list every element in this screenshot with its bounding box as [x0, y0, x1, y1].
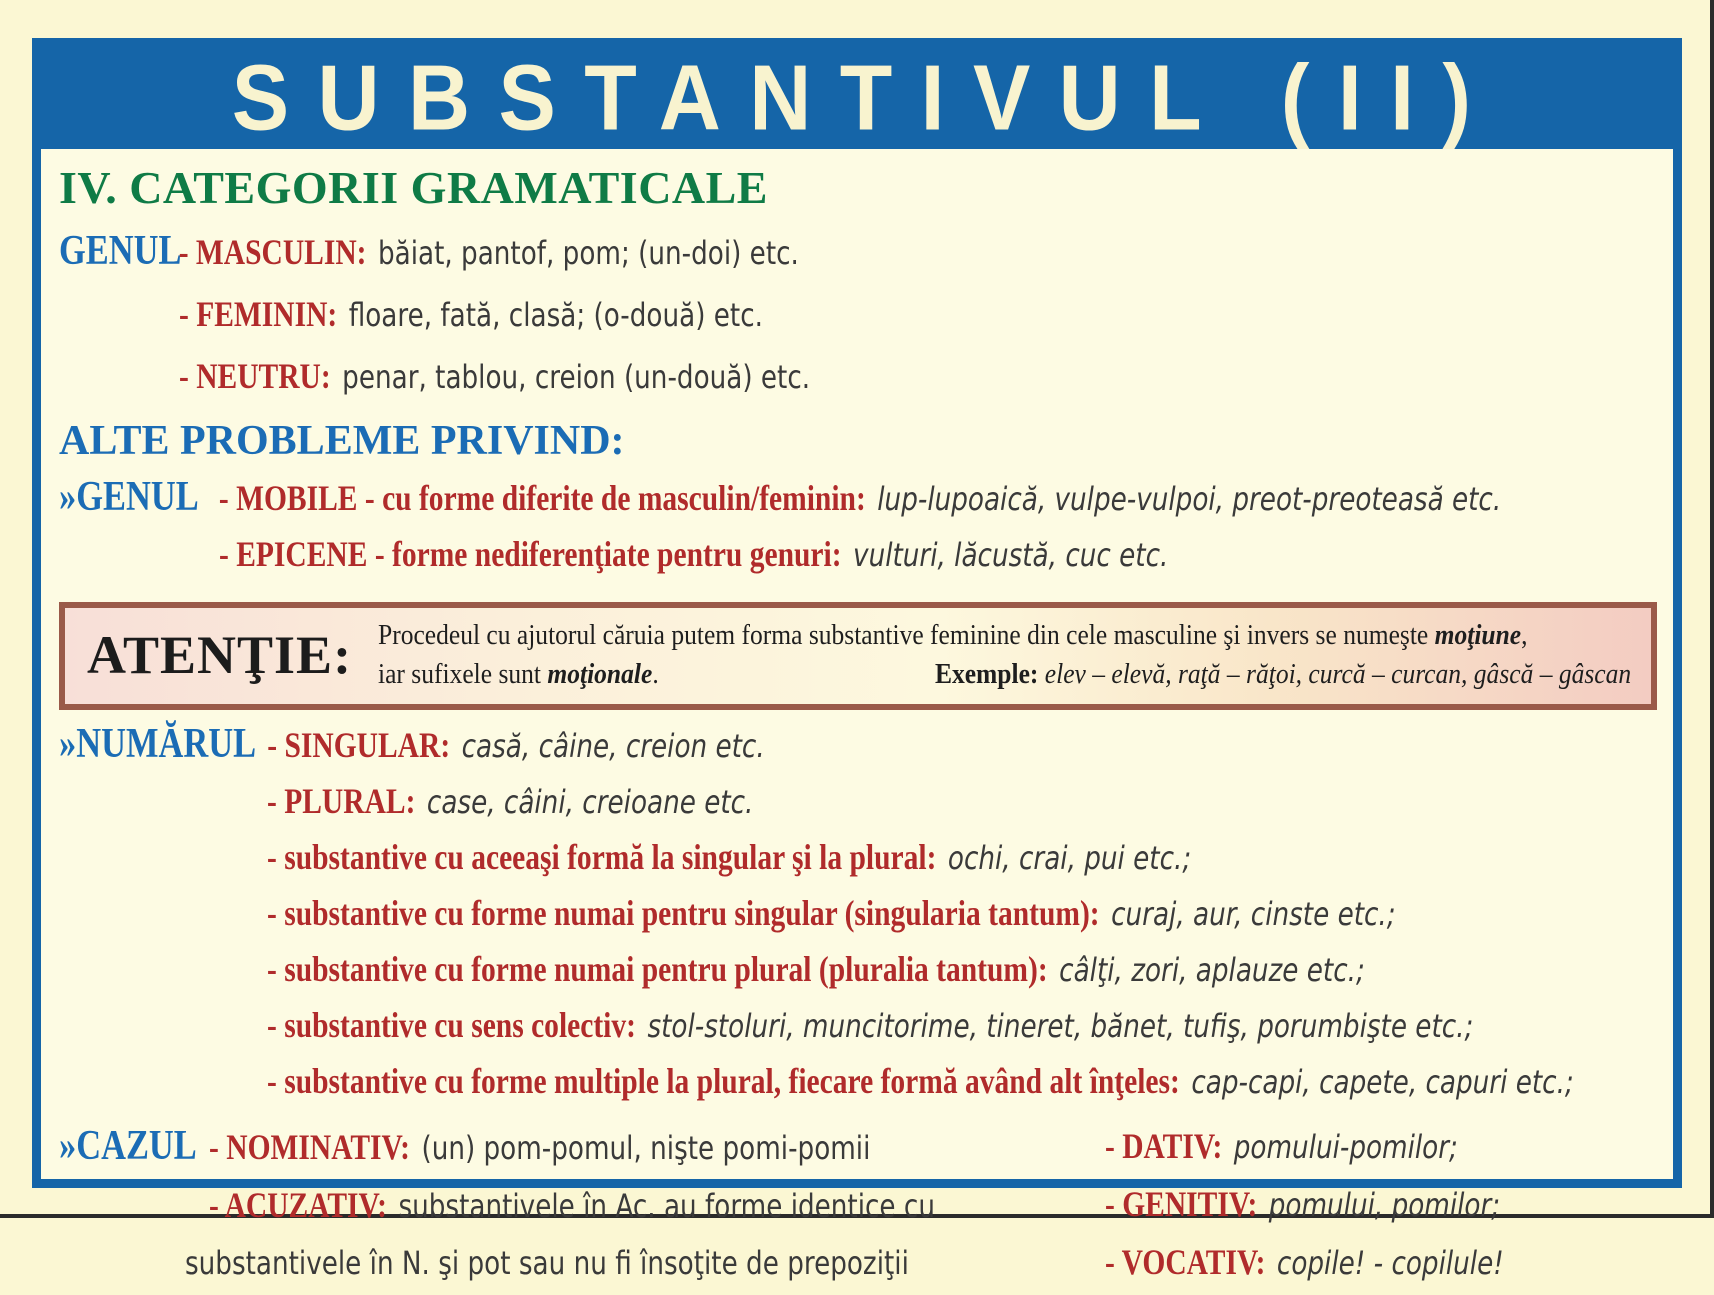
term-epicene: - EPICENE - forme nediferenţiate pentru genuri:: [219, 533, 842, 574]
poster-frame: [32, 38, 1682, 1282]
examples-vocativ: copile! - copilule!: [1276, 1243, 1504, 1282]
genul2-row-mobile: [59, 473, 1659, 530]
section-numarul: [59, 720, 1659, 1113]
term-aceeasi-forma: - substantive cu aceeaşi formă la singular şi la plural:: [267, 836, 937, 877]
attention-label: ATENŢIE:: [87, 624, 353, 685]
heading-alte-probleme: ALTE PROBLEME PRIVIND:: [59, 417, 625, 464]
examples-acuzativ: substantivele în Ac. au forme identice cu: [398, 1186, 935, 1225]
attention-box: [59, 602, 1657, 710]
examples-neutru: penar, tablou, creion (un-două) etc.: [342, 357, 811, 396]
examples-dativ: pomului-pomilor;: [1233, 1127, 1458, 1166]
attention-line-2: [378, 655, 1631, 694]
examples-sens-colectiv: stol-stoluri, muncitorime, tineret, bănet, tufiş, porumbişte etc.;: [647, 1006, 1474, 1045]
genul-row-neutru: [59, 349, 1659, 411]
examples-epicene: vulturi, lăcustă, cuc etc.: [853, 535, 1169, 574]
title-bar: [41, 47, 1673, 149]
numarul-row-plural: [59, 777, 1659, 833]
term-neutru: - NEUTRU:: [179, 355, 331, 396]
cazul-row-dativ: [1105, 1121, 1591, 1179]
cazul-right-column: [1105, 1121, 1591, 1295]
section-cazul: [59, 1121, 1659, 1295]
term-forme-multiple: - substantive cu forme multiple la plural, fiecare formă având alt înţeles:: [267, 1060, 1180, 1101]
attention-line-1: [378, 616, 1631, 655]
numarul-row-pluralia-tantum: [59, 945, 1659, 1001]
term-mobile: - MOBILE - cu forme diferite de masculin/feminin:: [218, 477, 866, 518]
term-singular: - SINGULAR:: [267, 724, 451, 765]
attention-text-2: iar sufixele sunt: [378, 657, 548, 690]
term-nominativ: - NOMINATIV:: [209, 1126, 410, 1167]
examples-plural: case, câini, creioane etc.: [426, 782, 754, 821]
examples-genitiv: pomului, pomilor;: [1268, 1185, 1501, 1224]
numarul-row-aceeasi-forma: [59, 833, 1659, 889]
numarul-row-sens-colectiv: [59, 1001, 1659, 1057]
examples-acuzativ-continuare: substantivele în N. şi pot sau nu fi însoţite de prepoziţii: [185, 1243, 909, 1282]
term-dativ: - DATIV:: [1105, 1125, 1223, 1166]
examples-singular: casă, câine, creion etc.: [461, 726, 765, 765]
numarul-row-forme-multiple: [59, 1057, 1659, 1113]
term-acuzativ: - ACUZATIV:: [209, 1184, 387, 1225]
attention-term-motiune: moţiune: [1434, 618, 1522, 651]
genul-row-masculin: [59, 224, 1659, 287]
term-singularia-tantum: - substantive cu forme numai pentru singular (singularia tantum):: [267, 892, 1100, 933]
term-pluralia-tantum: - substantive cu forme numai pentru plural (pluralia tantum):: [267, 948, 1048, 989]
poster-title: SUBSTANTIVUL (II): [231, 47, 1500, 149]
attention-term-motionale: moţionale: [547, 657, 653, 690]
attention-after-1: ,: [1521, 618, 1528, 651]
examples-masculin: băiat, pantof, pom; (un-doi) etc.: [377, 233, 799, 272]
attention-after-2: .: [652, 657, 659, 690]
section-genul: [59, 224, 1659, 411]
poster-content: [41, 149, 1673, 1295]
section-heading-categorii: IV. CATEGORII GRAMATICALE: [59, 162, 768, 213]
exemple-label: Exemple:: [934, 657, 1045, 690]
cazul-row-vocativ: [1105, 1237, 1591, 1295]
cazul-row-genitiv: [1105, 1179, 1591, 1237]
term-plural: - PLURAL:: [267, 780, 416, 821]
examples-aceeasi-forma: ochi, crai, pui etc.;: [947, 838, 1192, 877]
examples-forme-multiple: cap-capi, capete, capuri etc.;: [1191, 1062, 1574, 1101]
genul-row-feminin: [59, 287, 1659, 349]
term-masculin: - MASCULIN:: [178, 231, 367, 272]
attention-text-1: Procedeul cu ajutorul căruia putem forma substantive feminine din cele masculine şi invers se numeşte: [378, 618, 1435, 651]
term-genitiv: - GENITIV:: [1105, 1183, 1258, 1224]
attention-body: [378, 616, 1631, 694]
exemple-text: elev – elevă, raţă – răţoi, curcă – curcan, gâscă – gâscan: [1044, 657, 1631, 690]
cazul-label: »CAZUL: [59, 1122, 197, 1169]
examples-singularia-tantum: curaj, aur, cinste etc.;: [1111, 894, 1396, 933]
term-feminin: - FEMININ:: [179, 293, 338, 334]
section-genul-probleme: [59, 473, 1659, 586]
examples-mobile: lup-lupoaică, vulpe-vulpoi, preot-preoteasă etc.: [877, 479, 1502, 518]
numarul-row-singular: [59, 720, 1659, 777]
genul2-label: »GENUL: [59, 473, 199, 520]
numarul-label: »NUMĂRUL: [59, 720, 257, 767]
examples-pluralia-tantum: câlţi, zori, aplauze etc.;: [1059, 950, 1365, 989]
numarul-row-singularia-tantum: [59, 889, 1659, 945]
genul2-row-epicene: [59, 530, 1659, 586]
term-sens-colectiv: - substantive cu sens colectiv:: [267, 1004, 636, 1045]
examples-feminin: floare, fată, clasă; (o-două) etc.: [348, 295, 763, 334]
genul-label: GENUL: [59, 227, 182, 274]
term-vocativ: - VOCATIV:: [1105, 1241, 1266, 1282]
examples-nominativ: (un) pom-pomul, nişte pomi-pomii: [421, 1128, 871, 1167]
